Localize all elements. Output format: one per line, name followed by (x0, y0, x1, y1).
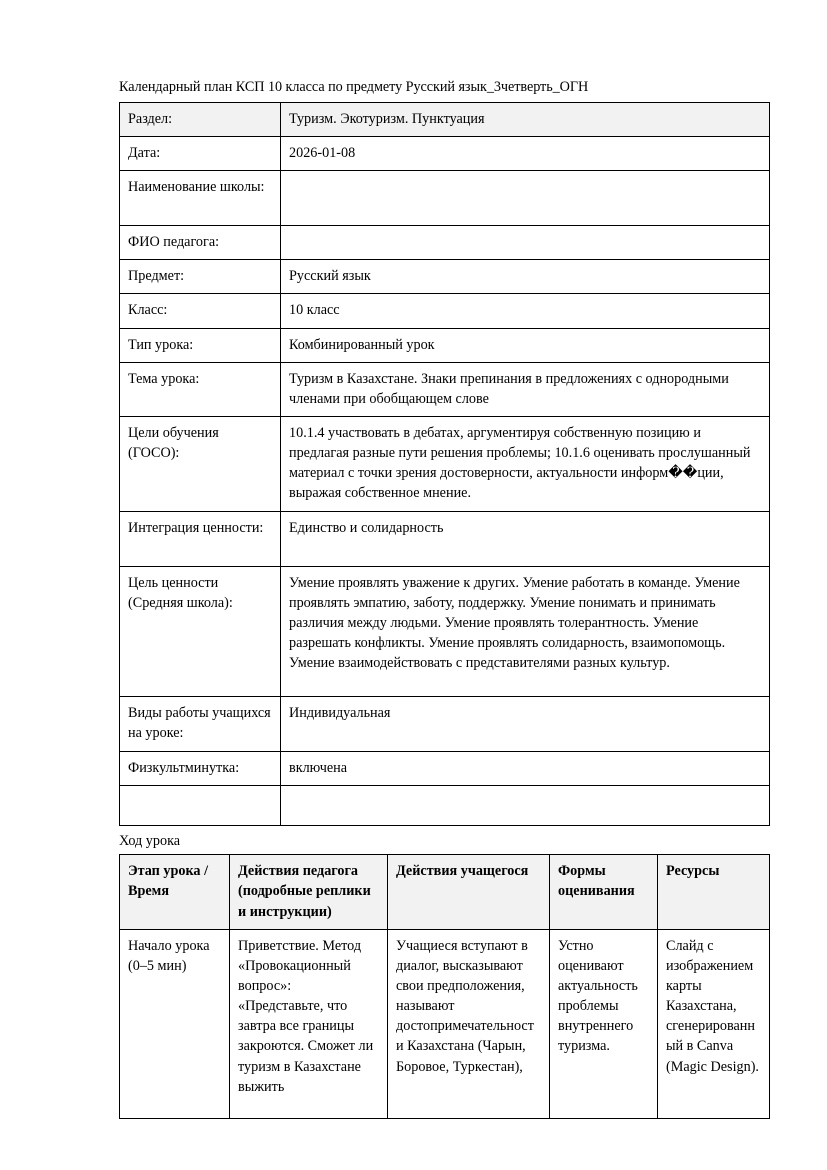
lesson-flow-table (119, 854, 770, 1118)
table-row (120, 328, 770, 362)
column-header-assessment-forms: Формы оценивания (550, 855, 658, 929)
table-row (120, 566, 770, 696)
column-header-stage: Этап урока / Время (120, 855, 230, 929)
row-value-teacher-name (281, 226, 770, 260)
row-value-lesson-topic: Туризм в Казахстане. Знаки препинания в предложениях с однородными членами при обобщающем слове (281, 362, 770, 416)
row-label-lesson-type: Тип урока: (120, 328, 281, 362)
row-label-work-types: Виды работы учащихся на уроке: (120, 696, 281, 751)
row-label-blank (120, 785, 281, 825)
column-header-resources: Ресурсы (658, 855, 770, 929)
table-row (120, 171, 770, 226)
row-value-value-integration: Единство и солидарность (281, 511, 770, 566)
row-value-subject: Русский язык (281, 260, 770, 294)
table-row (120, 696, 770, 751)
lesson-flow-header (120, 855, 770, 929)
table-row (120, 751, 770, 785)
table-row (120, 511, 770, 566)
row-value-school (281, 171, 770, 226)
row-label-grade: Класс: (120, 294, 281, 328)
row-label-lesson-topic: Тема урока: (120, 362, 281, 416)
lesson-flow-heading: Ход урока (119, 832, 181, 849)
row-value-data: 2026-01-08 (281, 136, 770, 170)
table-row (120, 362, 770, 416)
row-value-work-types: Индивидуальная (281, 696, 770, 751)
table-row (120, 260, 770, 294)
row-label-razdel: Раздел: (120, 102, 281, 136)
page-title: Календарный план КСП 10 класса по предмету Русский язык_3четверть_ОГН (119, 79, 589, 95)
cell-assessment-forms: Устно оценивают актуальность проблемы внутреннего туризма. (550, 929, 658, 1118)
lesson-info-body (120, 102, 770, 825)
column-header-teacher-actions: Действия педагога (подробные реплики и инструкции) (230, 855, 388, 929)
row-label-school: Наименование школы: (120, 171, 281, 226)
row-value-razdel: Туризм. Экотуризм. Пунктуация (281, 102, 770, 136)
row-value-value-goal: Умение проявлять уважение к других. Умение работать в команде. Умение проявлять эмпатию, заботу, поддержку. Умение понимать и принимать различия между людьми. Умение проявлять толерантность. Умение разрешать конфликты. Умение проявлять солидарность, взаимопомощь. Умение взаимодействовать с представителями разных культур. (281, 566, 770, 696)
lesson-info-table (119, 102, 770, 826)
row-value-blank (281, 785, 770, 825)
row-label-learning-objectives: Цели обучения (ГОСО): (120, 416, 281, 511)
row-value-lesson-type: Комбинированный урок (281, 328, 770, 362)
row-label-value-integration: Интеграция ценности: (120, 511, 281, 566)
row-label-subject: Предмет: (120, 260, 281, 294)
cell-student-actions: Учащиеся вступают в диалог, высказывают свои предположения, называют достопримечательности Казахстана (Чарын, Боровое, Туркестан), (388, 929, 550, 1118)
cell-teacher-actions: Приветствие. Метод «Провокационный вопрос»: «Представьте, что завтра все границы закроются. Сможет ли туризм в Казахстане выжить (230, 929, 388, 1118)
table-row (120, 136, 770, 170)
table-header-row (120, 855, 770, 929)
row-label-teacher-name: ФИО педагога: (120, 226, 281, 260)
table-row (120, 416, 770, 511)
row-label-data: Дата: (120, 136, 281, 170)
table-row (120, 785, 770, 825)
cell-stage: Начало урока (0–5 мин) (120, 929, 230, 1118)
row-value-grade: 10 класс (281, 294, 770, 328)
row-label-value-goal: Цель ценности (Средняя школа): (120, 566, 281, 696)
cell-resources: Слайд с изображением карты Казахстана, сгенерированный в Canva (Magic Design). (658, 929, 770, 1118)
table-row (120, 226, 770, 260)
table-row (120, 929, 770, 1118)
table-row (120, 102, 770, 136)
document-content (119, 78, 769, 1119)
row-value-physical-break: включена (281, 751, 770, 785)
lesson-flow-body (120, 929, 770, 1118)
table-row (120, 294, 770, 328)
column-header-student-actions: Действия учащегося (388, 855, 550, 929)
row-label-physical-break: Физкультминутка: (120, 751, 281, 785)
row-value-learning-objectives: 10.1.4 участвовать в дебатах, аргументируя собственную позицию и предлагая разные пути решения проблемы; 10.1.6 оценивать прослушанный материал с точки зрения достоверности, актуальности информ��ции, выражая собственное мнение. (281, 416, 770, 511)
